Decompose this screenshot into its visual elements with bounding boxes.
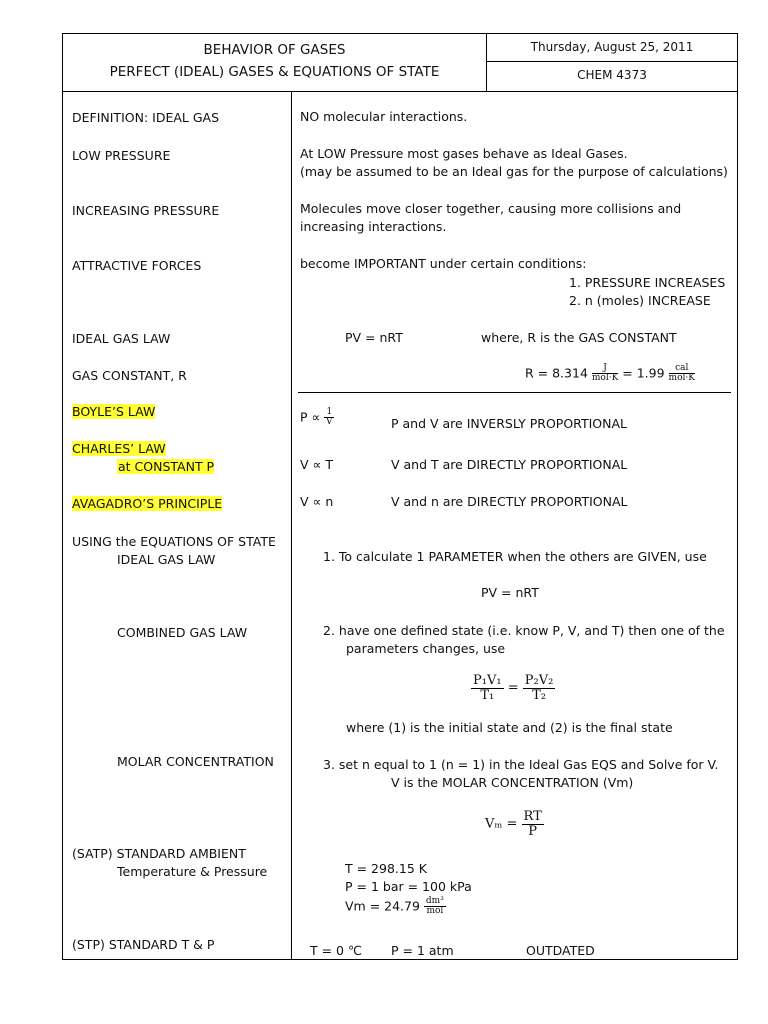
unit-cal-per-mol-k [669,364,695,384]
column-divider [291,91,292,960]
unit-joule-per-mol-k [592,364,618,384]
gas-constant-expression [525,364,695,384]
date-label: Thursday, August 25, 2011 [530,40,694,54]
combined-lhs-denominator: T₁ [480,687,495,703]
unit2-numerator: cal [669,364,695,374]
header-bottom-rule [63,91,738,92]
header-right-divider [486,61,738,62]
term-stp: (STP) STANDARD T & P [72,937,215,952]
molar-fraction [522,810,544,838]
term-attractive-forces: ATTRACTIVE FORCES [72,258,202,273]
boyles-relation [300,408,334,428]
using-item-1: 1. To calculate 1 PARAMETER when the others are GIVEN, use [323,549,707,564]
term-definition: DEFINITION: IDEAL GAS [72,110,220,125]
avogadro-desc: V and n are DIRECTLY PROPORTIONAL [391,494,628,509]
term-using-equations: USING the EQUATIONS OF STATE [72,534,276,549]
molar-item-3-line-2: V is the MOLAR CONCENTRATION (Vm) [391,775,634,790]
combined-lhs-fraction [471,674,504,702]
document-sheet [62,33,738,960]
gas-constant-rule [298,392,731,393]
combined-gas-equation [471,674,555,702]
term-combined-gas-law: COMBINED GAS LAW [117,625,248,640]
unit1-numerator: J [592,364,618,374]
combined-lhs-numerator: P₁V₁ [473,673,502,688]
term-charles-law: CHARLES’ LAW [72,441,166,456]
boyles-fraction [324,408,334,428]
stp-status: OUTDATED [526,943,595,958]
desc-low-pressure-2: (may be assumed to be an Ideal gas for the purpose of calculations) [300,164,728,179]
term-ideal-gas-law: IDEAL GAS LAW [72,331,171,346]
molar-volume-equation [485,810,544,838]
desc-increasing-2: increasing interactions. [300,219,447,234]
term-ideal-gas-law-sub: IDEAL GAS LAW [117,552,216,567]
term-gas-constant: GAS CONSTANT, R [72,368,187,383]
combined-rhs-numerator: P₂V₂ [524,673,554,688]
term-low-pressure: LOW PRESSURE [72,148,171,163]
gas-constant-equals: = 1.99 [622,365,665,381]
satp-molar-volume [345,897,446,917]
charles-desc: V and T are DIRECTLY PROPORTIONAL [391,457,628,472]
using-item-1-equation: PV = nRT [481,585,539,600]
attractive-item-1: 1. PRESSURE INCREASES [569,275,726,290]
molar-item-3-line-1: 3. set n equal to 1 (n = 1) in the Ideal Gas EQS and Solve for V. [323,757,719,772]
attractive-item-2: 2. n (moles) INCREASE [569,293,711,308]
stp-pressure: P = 1 atm [391,943,454,958]
term-molar-concentration: MOLAR CONCENTRATION [117,754,274,769]
stp-temperature: T = 0 ℃ [310,943,363,958]
desc-increasing-1: Molecules move closer together, causing more collisions and [300,201,682,216]
satp-vm-unit [424,897,446,917]
combined-item-2-line-1: 2. have one defined state (i.e. know P, V, and T) then one of the [323,623,725,638]
combined-item-2-line-2: parameters changes, use [346,641,506,656]
unit2-denominator: mol·K [668,373,695,384]
unit1-denominator: mol·K [591,373,619,384]
boyles-denominator: V [326,417,333,428]
ideal-gas-note: where, R is the GAS CONSTANT [481,330,677,345]
charles-relation: V ∝ T [300,457,334,472]
avogadro-relation: V ∝ n [300,494,334,509]
gas-constant-prefix: R = 8.314 [525,365,588,381]
term-charles-condition: at CONSTANT P [118,459,215,474]
term-boyles-law: BOYLE’S LAW [72,404,156,419]
boyles-numerator: 1 [326,407,333,417]
molar-denominator: P [528,823,538,839]
satp-vm-unit-denominator: mol [426,906,444,917]
term-satp-sub: Temperature & Pressure [117,864,268,879]
term-increasing-pressure: INCREASING PRESSURE [72,203,220,218]
term-avogadro-principle: AVAGADRO’S PRINCIPLE [72,496,223,511]
molar-lhs: Vₘ = [485,816,518,832]
molar-numerator: RT [523,809,542,824]
combined-equals: = [507,680,519,696]
combined-note: where (1) is the initial state and (2) is the final state [346,720,673,735]
combined-rhs-fraction [523,674,556,702]
satp-vm-value: Vm = 24.79 [345,898,420,914]
course-label: CHEM 4373 [577,68,647,82]
desc-low-pressure-1: At LOW Pressure most gases behave as Ideal Gases. [300,146,628,161]
ideal-gas-equation: PV = nRT [345,330,403,345]
satp-temperature: T = 298.15 K [345,861,427,876]
title-line-2: PERFECT (IDEAL) GASES & EQUATIONS OF STATE [109,64,440,80]
desc-attractive: become IMPORTANT under certain conditions: [300,256,587,271]
combined-rhs-denominator: T₂ [532,687,546,703]
boyles-proportional: P ∝ [300,409,321,425]
term-satp: (SATP) STANDARD AMBIENT [72,846,246,861]
desc-definition: NO molecular interactions. [300,109,468,124]
satp-vm-unit-numerator: dm³ [425,896,444,906]
boyles-desc: P and V are INVERSLY PROPORTIONAL [391,416,627,431]
satp-pressure: P = 1 bar = 100 kPa [345,879,472,894]
title-line-1: BEHAVIOR OF GASES [203,42,346,58]
